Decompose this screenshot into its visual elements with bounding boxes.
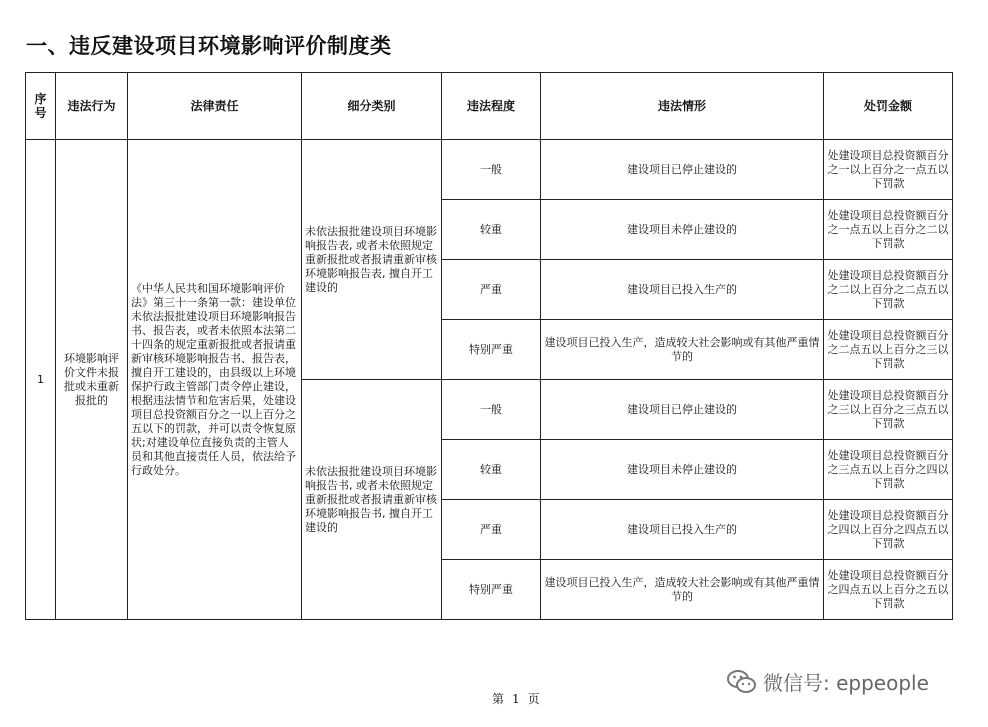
header-no: 序号 <box>26 73 56 140</box>
watermark <box>727 667 929 696</box>
table-row <box>26 140 953 200</box>
header-situation: 违法情形 <box>541 73 824 140</box>
page-title: 一、违反建设项目环境影响评价制度类 <box>26 34 392 58</box>
degree-cell: 一般 <box>442 380 541 440</box>
degree-cell: 严重 <box>442 260 541 320</box>
category-cell: 未依法报批建设项目环境影响报告表, 或者未依照规定重新报批或者报请重新审核环境影响报告表, 擅自开工建设的 <box>302 140 442 380</box>
footer-suffix: 页 <box>527 692 540 706</box>
header-penalty: 处罚金额 <box>824 73 953 140</box>
degree-cell: 较重 <box>442 440 541 500</box>
regulation-table <box>25 72 953 620</box>
row-number: 1 <box>26 140 56 620</box>
penalty-cell: 处建设项目总投资额百分之三以上百分之三点五以下罚款 <box>824 380 953 440</box>
penalty-cell: 处建设项目总投资额百分之二点五以上百分之三以下罚款 <box>824 320 953 380</box>
degree-cell: 严重 <box>442 500 541 560</box>
situation-cell: 建设项目已停止建设的 <box>541 140 824 200</box>
page-footer <box>488 690 544 707</box>
penalty-cell: 处建设项目总投资额百分之一点五以上百分之二以下罚款 <box>824 200 953 260</box>
penalty-cell: 处建设项目总投资额百分之四以上百分之四点五以下罚款 <box>824 500 953 560</box>
legal-liability-cell: 《中华人民共和国环境影响评价法》第三十一条第一款：建设单位未依法报批建设项目环境影响报告书、报告表，或者未依照本法第二十四条的规定重新报批或者报请重新审核环境影响报告书、报告表，擅自开工建设的，由县级以上环境保护行政主管部门责令停止建设，根据违法情节和危害后果，处建设项目总投资额百分之一以上百分之五以下的罚款，并可以责令恢复原状;对建设单位直接负责的主管人员和其他直接责任人员，依法给予行政处分。 <box>128 140 302 620</box>
degree-cell: 较重 <box>442 200 541 260</box>
header-violation: 违法行为 <box>56 73 128 140</box>
header-row <box>26 73 953 140</box>
situation-cell: 建设项目已投入生产，造成较大社会影响或有其他严重情节的 <box>541 320 824 380</box>
situation-cell: 建设项目未停止建设的 <box>541 200 824 260</box>
wechat-icon <box>727 669 757 695</box>
header-liability: 法律责任 <box>128 73 302 140</box>
situation-cell: 建设项目已停止建设的 <box>541 380 824 440</box>
footer-prefix: 第 <box>492 692 505 706</box>
category-cell: 未依法报批建设项目环境影响报告书, 或者未依照规定重新报批或者报请重新审核环境影响报告书, 擅自开工建设的 <box>302 380 442 620</box>
degree-cell: 一般 <box>442 140 541 200</box>
header-degree: 违法程度 <box>442 73 541 140</box>
situation-cell: 建设项目已投入生产，造成较大社会影响或有其他严重情节的 <box>541 560 824 620</box>
header-category: 细分类别 <box>302 73 442 140</box>
situation-cell: 建设项目已投入生产的 <box>541 500 824 560</box>
penalty-cell: 处建设项目总投资额百分之一以上百分之一点五以下罚款 <box>824 140 953 200</box>
penalty-cell: 处建设项目总投资额百分之二以上百分之二点五以下罚款 <box>824 260 953 320</box>
penalty-cell: 处建设项目总投资额百分之四点五以上百分之五以下罚款 <box>824 560 953 620</box>
situation-cell: 建设项目已投入生产的 <box>541 260 824 320</box>
page-number: 1 <box>512 692 520 706</box>
situation-cell: 建设项目未停止建设的 <box>541 440 824 500</box>
degree-cell: 特别严重 <box>442 560 541 620</box>
violation-cell: 环境影响评价文件未报批或未重新报批的 <box>56 140 128 620</box>
degree-cell: 特别严重 <box>442 320 541 380</box>
penalty-cell: 处建设项目总投资额百分之三点五以上百分之四以下罚款 <box>824 440 953 500</box>
watermark-text: 微信号: eppeople <box>763 671 929 695</box>
